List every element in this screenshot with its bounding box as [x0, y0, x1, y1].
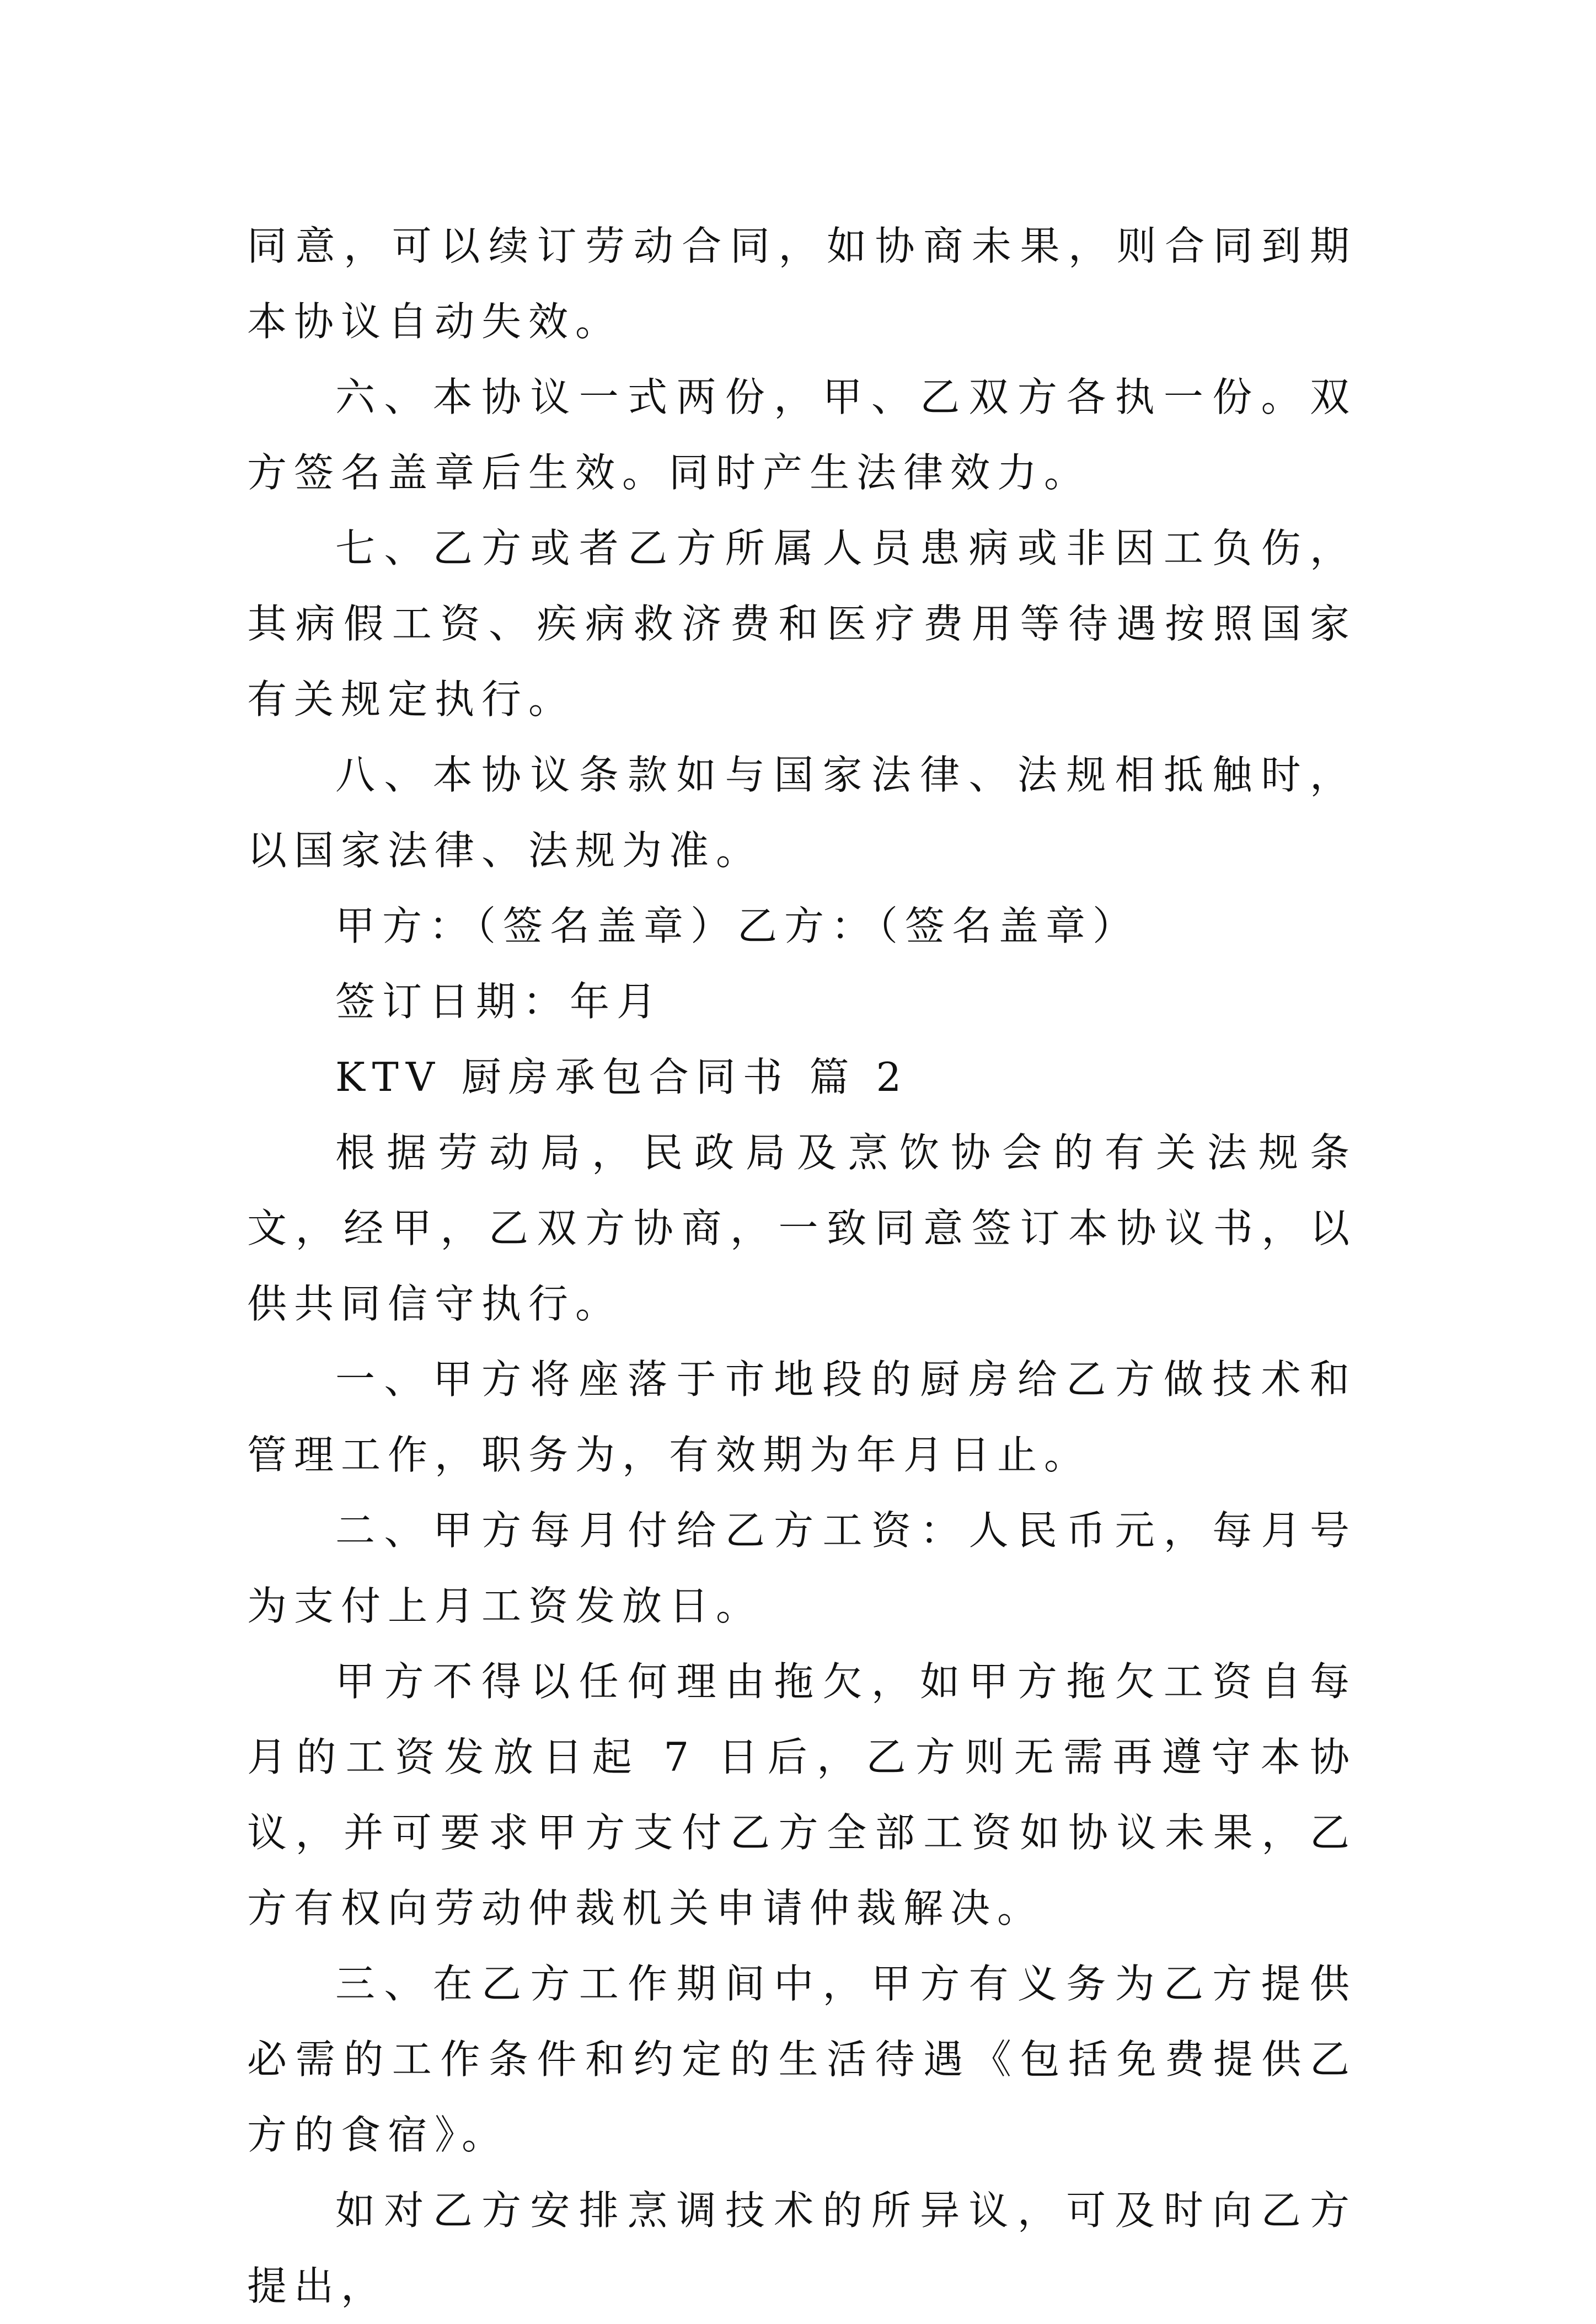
preamble-paragraph: 根据劳动局，民政局及烹饮协会的有关法规条文，经甲，乙双方协商，一致同意签订本协议书，以供共同信守执行。: [247, 1129, 1357, 1327]
wage-arrears-paragraph: 甲方不得以任何理由拖欠，如甲方拖欠工资自每月的工资发放日起 7 日后，乙方则无需再遵守本协议，并可要求甲方支付乙方全部工资如协议未果，乙方有权向劳动仲裁机关申请仲裁解决。: [247, 1658, 1357, 1931]
objection-paragraph: 如对乙方安排烹调技术的所异议，可及时向乙方提出，: [247, 2187, 1357, 2309]
paragraph-continuation: 同意，可以续订劳动合同，如协商未果，则合同到期本协议自动失效。: [247, 223, 1357, 345]
signature-line: 甲方：（签名盖章）乙方：（签名盖章）: [335, 903, 1140, 949]
signing-date: 签订日期：年月: [335, 978, 664, 1025]
clause-six: 六、本协议一式两份，甲、乙双方各执一份。双方签名盖章后生效。同时产生法律效力。: [247, 374, 1357, 496]
section-heading: KTV 厨房承包合同书 篇 2: [335, 1054, 909, 1100]
clause-eight: 八、本协议条款如与国家法律、法规相抵触时，以国家法律、法规为准。: [247, 752, 1357, 874]
document-body: [247, 208, 1357, 2324]
clause-seven: 七、乙方或者乙方所属人员患病或非因工负伤，其病假工资、疾病救济费和医疗费用等待遇按照国家有关规定执行。: [247, 525, 1357, 722]
clause-three: 三、在乙方工作期间中，甲方有义务为乙方提供必需的工作条件和约定的生活待遇《包括免费提供乙方的食宿》。: [247, 1961, 1357, 2158]
clause-one: 一、甲方将座落于市地段的厨房给乙方做技术和管理工作，职务为，有效期为年月日止。: [247, 1356, 1357, 1478]
clause-two: 二、甲方每月付给乙方工资：人民币元，每月号为支付上月工资发放日。: [247, 1507, 1357, 1629]
